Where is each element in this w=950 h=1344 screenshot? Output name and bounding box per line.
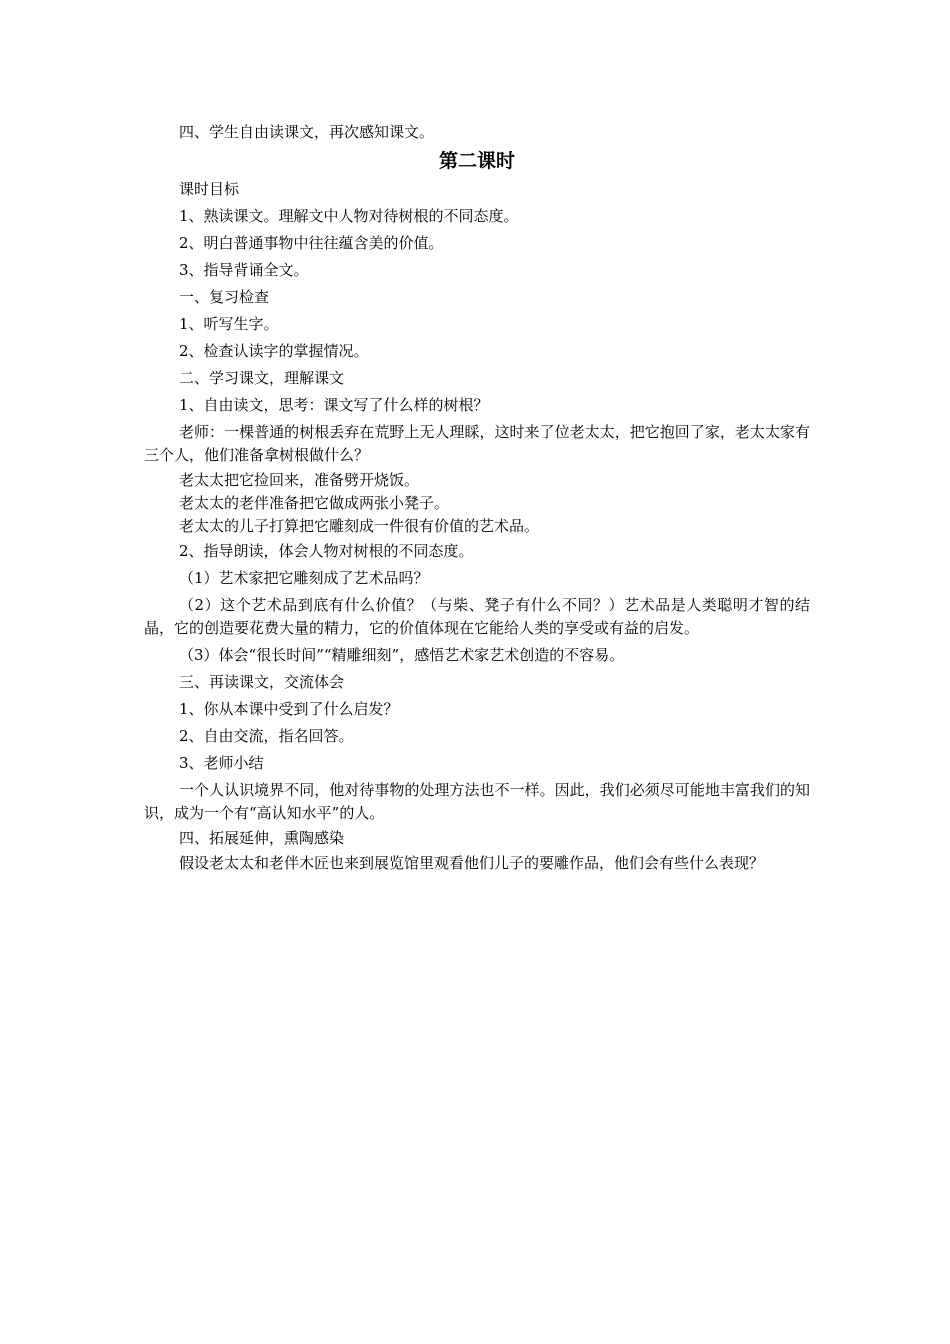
answer-item: 老太太把它捡回来，准备劈开烧饭。 — [179, 471, 420, 489]
summary-paragraph: 一个人认识境界不同，他对待事物的处理方法也不一样。因此，我们必须尽可能地丰富我们的知识，成为一个有“高认知水平”的人。 — [144, 781, 810, 822]
part1-item: 2、检查认读字的掌握情况。 — [179, 342, 369, 360]
sub-question-1: （1）艺术家把它雕刻成了艺术品吗？ — [179, 569, 429, 587]
part2-question-1: 1、自由读文，思考：课文写了什么样的树根？ — [179, 396, 489, 414]
answer-item: 老太太的儿子打算把它雕刻成一件很有价值的艺术品。 — [179, 517, 540, 535]
part3-item: 3、老师小结 — [179, 754, 264, 772]
part3-item: 1、你从本课中受到了什么启发？ — [179, 700, 399, 718]
intro-line: 四、学生自由读课文，再次感知课文。 — [179, 123, 435, 141]
sub-question-3: （3）体会“很长时间”“精雕细刻”，感悟艺术家艺术创造的不容易。 — [179, 646, 625, 664]
answer-item: 老太太的老伴准备把它做成两张小凳子。 — [179, 494, 450, 512]
document-body — [144, 119, 810, 877]
section-title: 第二课时 — [438, 150, 515, 172]
teacher-paragraph: 老师：一棵普通的树根丢弃在荒野上无人理睬，这时来了位老太太，把它抱回了家，老太太家有三个人，他们准备拿树根做什么？ — [144, 423, 810, 464]
goal-item: 1、熟读课文。理解文中人物对待树根的不同态度。 — [179, 207, 519, 225]
goal-item: 3、指导背诵全文。 — [179, 261, 309, 279]
part3-title: 三、再读课文，交流体会 — [179, 673, 345, 691]
part3-item: 2、自由交流，指名回答。 — [179, 727, 354, 745]
part2-question-2: 2、指导朗读，体会人物对树根的不同态度。 — [179, 542, 474, 560]
part1-title: 一、复习检查 — [179, 288, 270, 306]
sub-question-2: （2）这个艺术品到底有什么价值？（与柴、凳子有什么不同？）艺术品是人类聪明才智的结晶，它的创造要花费大量的精力，它的价值体现在它能给人类的享受或有益的启发。 — [144, 596, 810, 637]
goals-label: 课时目标 — [179, 180, 240, 198]
goal-item: 2、明白普通事物中往往蕴含美的价值。 — [179, 234, 444, 252]
part2-title: 二、学习课文，理解课文 — [179, 369, 345, 387]
part4-title: 四、拓展延伸，熏陶感染 — [179, 829, 345, 847]
part1-item: 1、听写生字。 — [179, 315, 279, 333]
extension-question: 假设老太太和老伴木匠也来到展览馆里观看他们儿子的要雕作品，他们会有些什么表现？ — [179, 854, 765, 872]
